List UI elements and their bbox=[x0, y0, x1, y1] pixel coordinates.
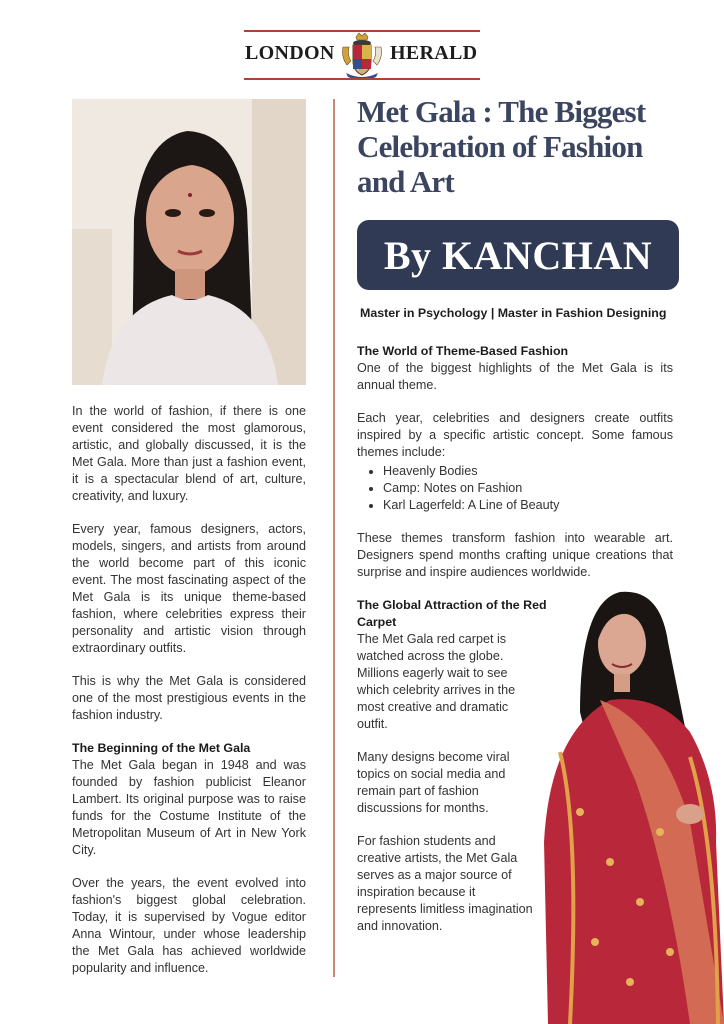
column-divider bbox=[333, 99, 335, 977]
theme-fashion-heading: The World of Theme-Based Fashion bbox=[357, 344, 569, 358]
list-item: • Camp: Notes on Fashion bbox=[383, 480, 673, 497]
left-column bbox=[72, 403, 306, 993]
masthead-right-word: HERALD bbox=[390, 42, 478, 64]
article-title: Met Gala : The Biggest Celebration of Fashion and Art bbox=[357, 94, 646, 199]
byline-banner: By KANCHAN bbox=[357, 220, 679, 290]
history-paragraph: The Met Gala began in 1948 and was founded by fashion publicist Eleanor Lambert. Its original purpose was to raise funds for the Costume Institute of the Metropolitan Museum of Art in New York City. bbox=[72, 758, 306, 857]
red-carpet-heading: The Global Attraction of the Red Carpet bbox=[357, 598, 547, 629]
author-saree-illustration bbox=[540, 582, 724, 1024]
author-portrait-illustration bbox=[72, 99, 306, 385]
author-saree-photo bbox=[540, 582, 724, 1024]
annual-theme-paragraph: One of the biggest highlights of the Met Gala is its annual theme. bbox=[357, 361, 673, 392]
viral-designs-paragraph: Many designs become viral topics on social media and remain part of fashion discussions for months. bbox=[357, 750, 510, 815]
author-credentials: Master in Psychology | Master in Fashion Designing bbox=[360, 306, 667, 320]
list-item: • Heavenly Bodies bbox=[383, 463, 673, 480]
designers-paragraph: Every year, famous designers, actors, models, singers, and artists from around the world become part of this iconic event. The most fascinating aspect of the Met Gala is its unique theme-based fashion, where celebrities express their personality and artistic vision through extraordinary outfits. bbox=[72, 522, 306, 655]
wearable-art-paragraph: These themes transform fashion into wearable art. Designers spend months crafting unique creations that surprise and inspire audiences worldwide. bbox=[357, 531, 673, 579]
red-carpet-paragraph: The Met Gala red carpet is watched across the globe. Millions eagerly wait to see which celebrity arrives in the most creative and dramatic outfit. bbox=[357, 632, 516, 731]
masthead-left-word: LONDON bbox=[245, 42, 335, 64]
beginning-heading: The Beginning of the Met Gala bbox=[72, 741, 251, 755]
themes-list bbox=[357, 463, 673, 514]
masthead bbox=[244, 30, 480, 82]
themes-intro-paragraph: Each year, celebrities and designers create outfits inspired by a specific artistic concept. Some famous themes include: bbox=[357, 411, 673, 459]
evolution-paragraph: Over the years, the event evolved into fashion's biggest global celebration. Today, it is supervised by Vogue editor Anna Wintour, under whose leadership the Met Gala has achieved worldwide popularity and influence. bbox=[72, 876, 306, 975]
list-item: • Karl Lagerfeld: A Line of Beauty bbox=[383, 497, 673, 514]
inspiration-paragraph: For fashion students and creative artists, the Met Gala serves as a major source of inspiration because it represents limitless imagination and innovation. bbox=[357, 834, 533, 933]
royal-coat-of-arms-icon bbox=[338, 31, 386, 81]
prestige-paragraph: This is why the Met Gala is considered one of the most prestigious events in the fashion industry. bbox=[72, 674, 306, 722]
masthead-bottom-rule bbox=[244, 78, 480, 80]
author-portrait-photo bbox=[72, 99, 306, 385]
intro-paragraph: In the world of fashion, if there is one event considered the most glamorous, artistic, and globally discussed, it is the Met Gala. More than just a fashion event, it is a spectacular blend of art, culture, creativity, and luxury. bbox=[72, 404, 306, 503]
